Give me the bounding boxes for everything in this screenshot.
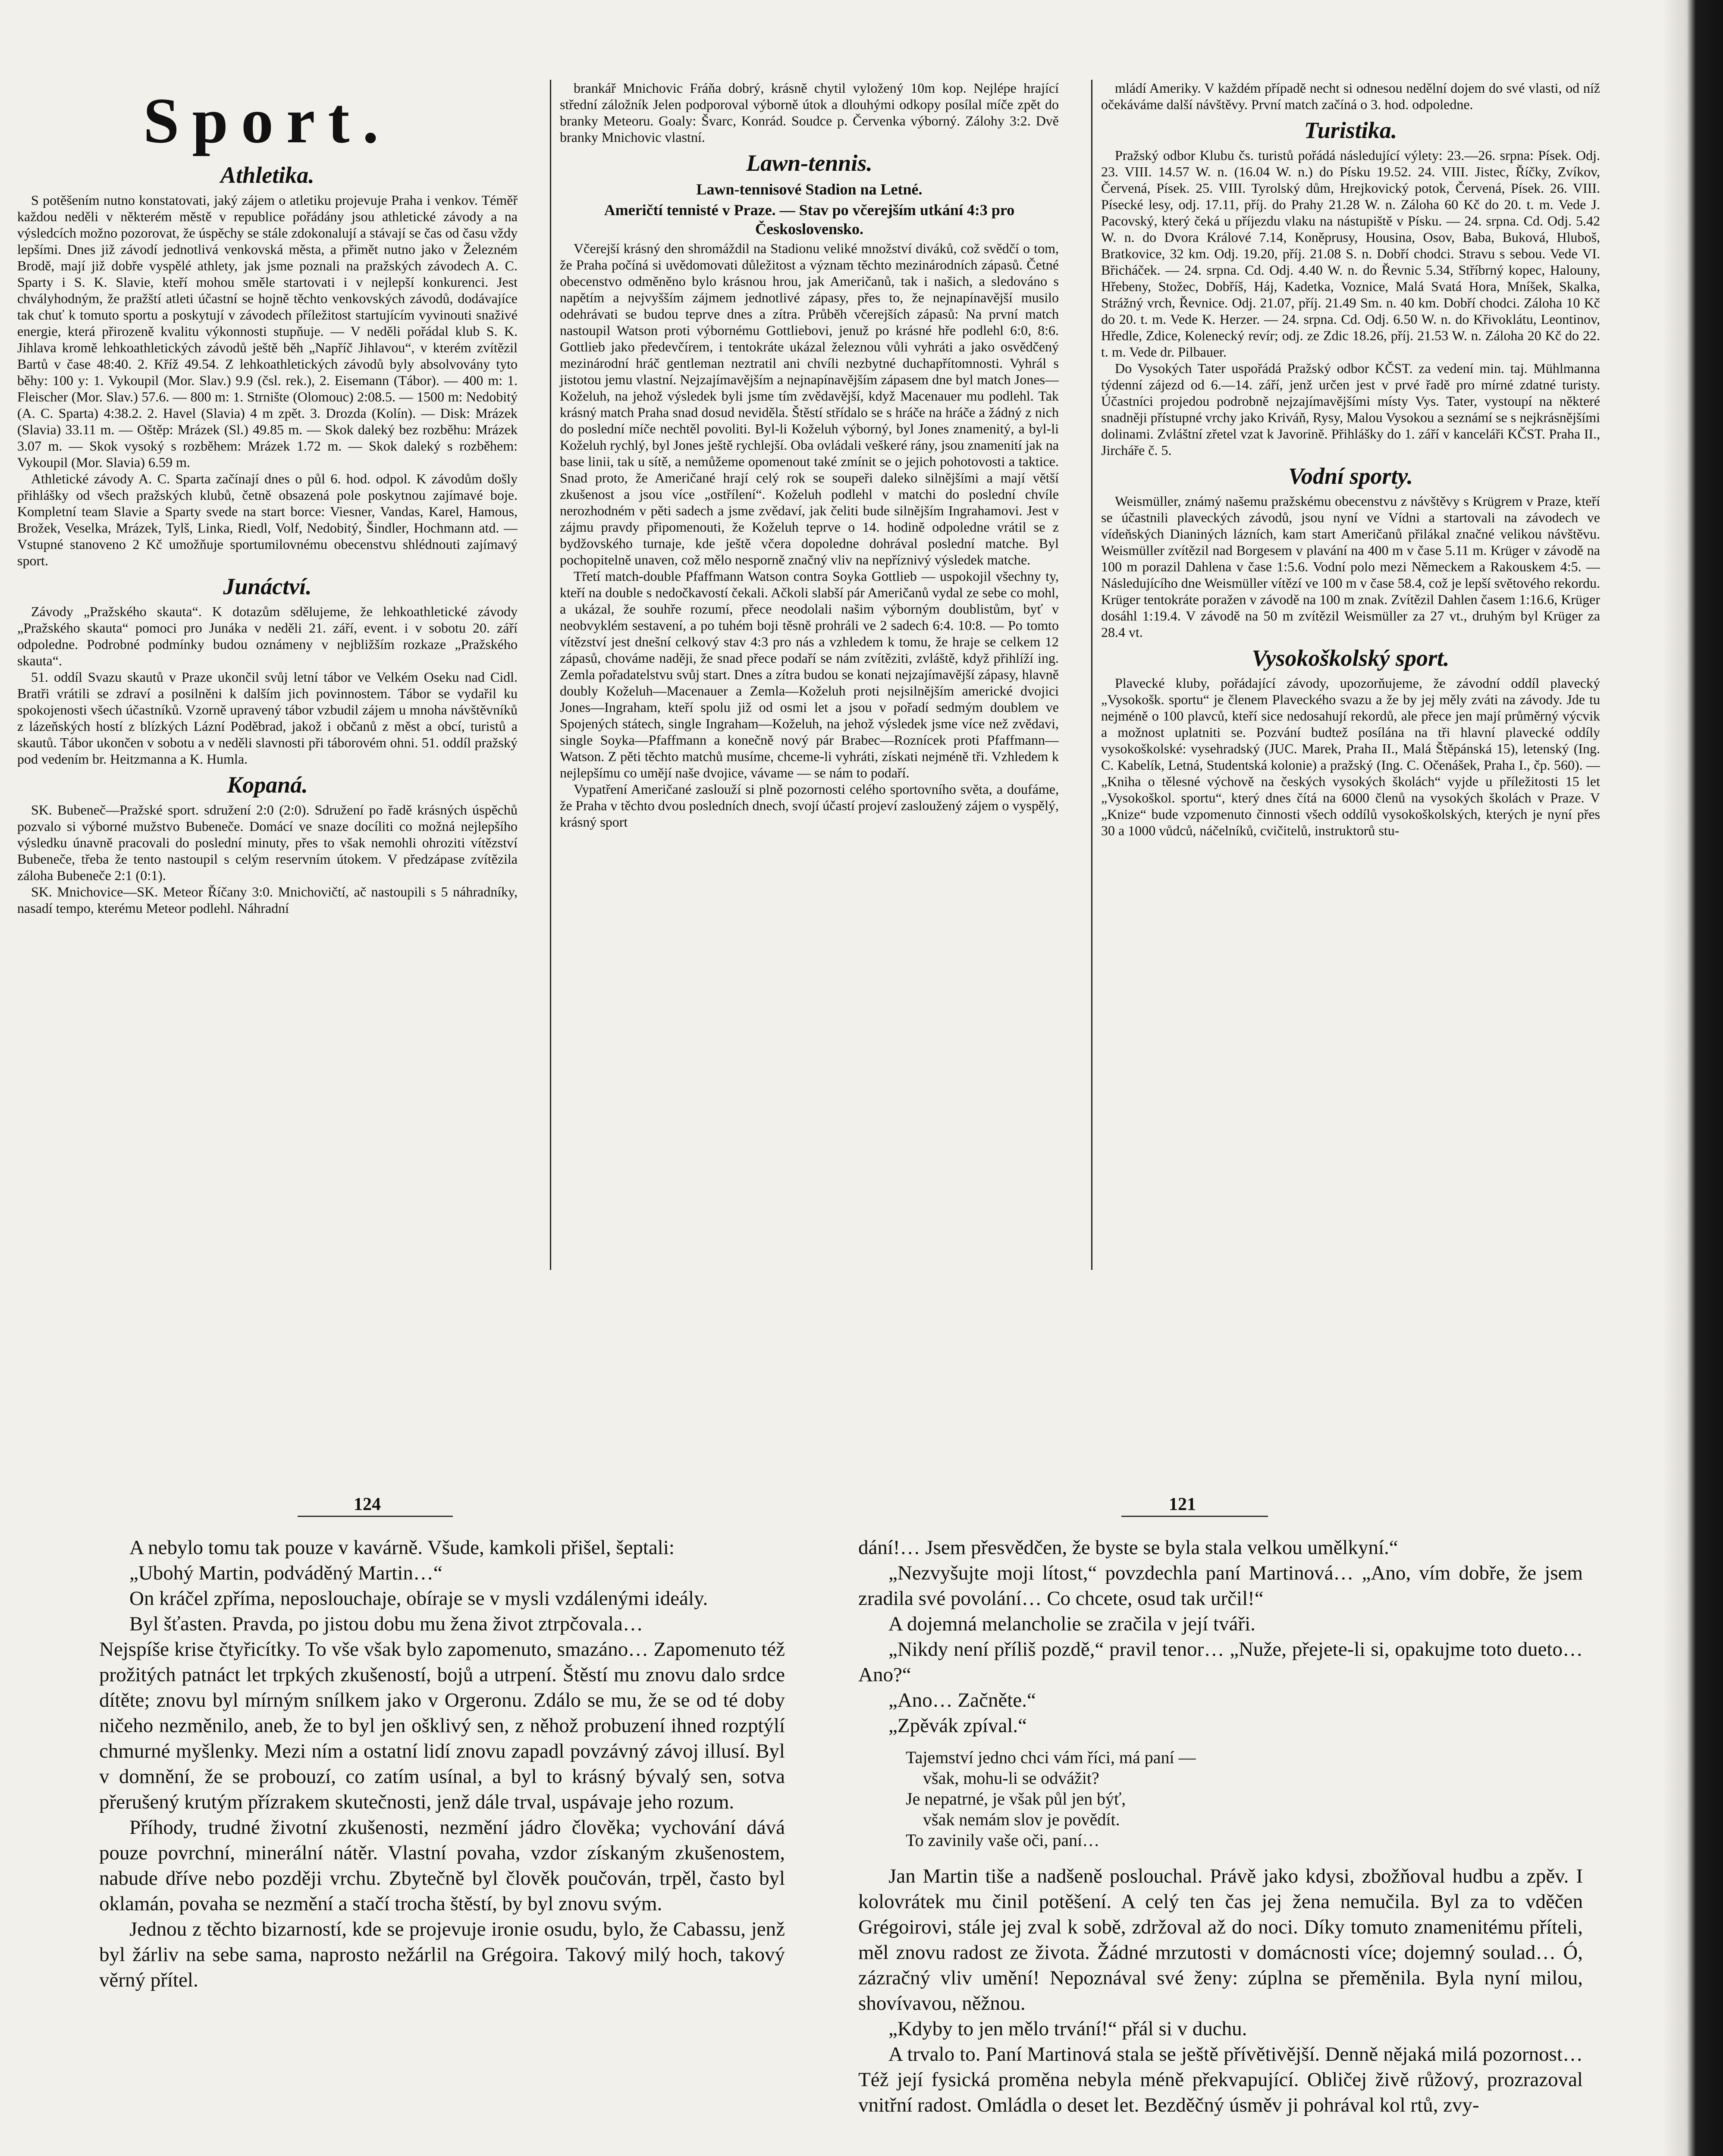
book-paragraph: Jan Martin tiše a nadšeně poslouchal. Právě jako kdysi, zbožňoval hudbu a zpěv. I kolovrátek mu činil potěšení. A celý ten čas jej žena nemučila. Byl za to vděčen Grégoirovi, stále jej zval k sobě, zdržoval až do noci. Díky tomuto znamenitému příteli, měl znovu radost ze života. Žádné mrzutosti v domácnosti více; dojemný soulad… Ó, zázračný vliv umění! Nepoznával své ženy: zúplna se přeměnila. Byla nyní milou, shovívavou, něžnou. <box>858 1865 1583 2015</box>
book-paragraph: On kráčel zpříma, neposlouchaje, obíraje se v mysli vzdálenými ideály. <box>129 1587 708 1610</box>
book-page-right <box>858 1535 1583 2118</box>
newspaper-clipping <box>17 80 1648 1270</box>
song-verse <box>906 1747 1583 1851</box>
masthead: Sport. <box>143 85 392 157</box>
book-paragraph: Příhody, trudné životní zkušenosti, nezmění jádro člověka; vychování dává pouze povrchní, minerální nátěr. Vlastní povaha, vzdor získaným zkušenostem, nabude dříve nebo později vrchu. Zbytečně byl člověk poučován, trpěl, často byl oklamán, povaha se nezmění a stačí trocha štěstí, by byl znovu svým. <box>99 1816 785 1915</box>
verse-line: Tajemství jedno chci vám říci, má paní — <box>906 1748 1196 1767</box>
book-paragraph: „Zpěvák zpíval.“ <box>888 1714 1027 1737</box>
book-paragraph: „Nikdy není příliš pozdě,“ pravil tenor… „Nuže, přejete-li si, opakujme toto dueto… Ano?“ <box>858 1638 1583 1686</box>
article-paragraph: S potěšením nutno konstatovati, jaký zájem o atletiku projevuje Praha i venkov. Téměř každou neděli v některém městě v republice pořádány jsou athletické závody a na výsledcích možno pozorovat, že úspěchy se stále zdokonalují a stávají se čas od času vždy lepšími. Dnes již závodí jednotlivá venkovská města, a přimět nutno jako v Železném Brodě, mají již dobře vyspělé athlety, jak jsme poznali na pražských závodech A. C. Sparty i S. K. Slavie, kteří mohou směle startovati i v nejlepší konkurenci. Jest chvályhodným, že pražští atleti účastní se hojně těchto venkovských závodů, dodávajíce tak chuť k tomuto sportu a poskytují v závodech příležitost startujícím vyvinouti snaživé energie, která přirozeně kvalitu výkonnosti stupňuje. — V neděli pořádal klub S. K. Jihlava kromě lehkoathletických závodů ještě běh „Napříč Jihlavou“, v kterém zvítězil Bartů v čase 48:40. 2. Kříž 49.54. Z lehkoathletických závodů byly absolvovány tyto běhy: 100 y: 1. Vykoupil (Mor. Slav.) 9.9 (čsl. rek.), 2. Eisemann (Tábor). — 400 m: 1. Fleischer (Mor. Slav.) 57.6. — 800 m: 1. Strnište (Olomouc) 2:08.5. — 1500 m: Nedobitý (A. C. Sparta) 4:38.2. 2. Havel (Slavia) 4 m zpět. 3. Drozda (Kolín). — Disk: Mrázek (Slavia) 33.11 m. — Oštěp: Mrázek (Sl.) 49.85 m. — Skok daleký bez rozběhu: Mrázek 3.07 m. — Skok vysoký s rozběhem: Mrázek 1.72 m. — Skok daleký s rozběhem: Vykoupil (Mor. Slavia) 6.59 m. <box>17 192 518 470</box>
article-paragraph: Včerejší krásný den shromáždil na Stadionu veliké množství diváků, což svědčí o tom, že Praha počíná si uvědomovati důležitost a význam těchto mezinárodních zápasů. Četné obecenstvo odměněno bylo krásnou hrou, jak Američanů, tak i našich, a sledováno s napětím a nejvyšším zájmem jednotlivé zápasy, přes to, že nejnapínavější musilo odehrávati se budou teprve dnes a zítra. Průběh včerejších zápasů: Na první match nastoupil Watson proti výbornému Gottliebovi, jenuž po krásné hře podlehl 6:0, 8:6. Gottlieb jako předevčírem, i tentokráte ukázal železnou vůli vyhráti a jako osvědčený mezinárodní hráč gentleman neztratil ani chvíli nezbytné duchapřítomnosti. Vyhrál s jistotou jemu vlastní. Nejzajímavějším a nejnapínavějším zápasem dne byl match Jones—Koželuh, na jehož výsledek byli jsme tím zvědavější, když Macenauer mu podlehl. Tak krásný match Praha snad dosud neviděla. Štěstí střídalo se s hráče na hráče a žádný z nich do poslední míče nechtěl povoliti. Byl-li Koželuh výborný, byl Jones znamenitý, a byl-li Koželuh rychlý, byl Jones ještě rychlejší. Oba ovládali veškeré rány, jsou znamenití jak na base linii, tak u sítě, a nemůžeme opomenout také zmínit se o jejich pohotovosti a taktice. Snad proto, že Američané hrají celý rok se soupeři daleko silnějšími a mají větší zkušenost a jsou více „ostřílení“. Koželuh podlehl v matchi do poslední chvíle nerozhodném v pěti sadech a jsme zvědaví, jak čeliti bude silnějším Ingrahamovi. Jest v zájmu pravdy připomenouti, že Koželuh teprve o 14. hodině odpoledne vrátil se z bydžovského turnaje, kde ještě včera dopoledne dohrával poslední matche. Byl pochopitelně unaven, což mělo nesporně značný vliv na nepříznivý výsledek matche. <box>560 241 1059 567</box>
section-heading-university-sport: Vysokoškolský sport. <box>1252 645 1450 671</box>
article-paragraph: 51. oddíl Svazu skautů v Praze ukončil svůj letní tábor ve Velkém Oseku nad Cidl. Bratři vrátili se zdraví a posilněni k dalším jich povinnostem. Tábor se vydařil ku spokojenosti všech účastníků. Vzorně upravený tábor vzbudil zájem u mnoha návštěvníků z lázeňských hostí z blízkých Lázní Poděbrad, jakož i občanů z měst a obcí, turistů a skautů. Tábor ukončen v sobotu a v neděli slavnosti při táborovém ohni. 51. oddíl pražský pod vedením br. Heitzmanna a K. Humla. <box>17 669 518 767</box>
article-paragraph: Plavecké kluby, pořádající závody, upozorňujeme, že závodní oddíl plavecký „Vysokošk. sportu“ je členem Plaveckého svazu a že by jej měly zváti na závody. Jde tu nejméně o 100 plavců, kteří sice nedosahují rekordů, ale přece jen mají průměrný výcvik a možnost uplatniti se. Pozvání budtež posílána na tři hlavní plavecké oddíly vysokoškolské: vysehradský (JUC. Marek, Praha II., Malá Štěpánská 15), letenský (Ing. C. Kabelík, Letná, Studentská kolonie) a pražský (Ing. C. Očenášek, Praha I., čp. 560). — „Kniha o tělesné výchově na českých vysokých školách“ vyjde u příležitosti 15 let „Vysokoškol. sportu“, který dnes čítá na 6000 členů na vysokých školách v Praze. V „Knize“ bude vzpomenuto činnosti všech oddílů vysokoškolských, kterých je nyní přes 30 a 1000 vůdců, náčelníků, cvičitelů, instruktorů stu- <box>1101 675 1600 838</box>
book-paragraph: Byl šťasten. Pravda, po jistou dobu mu žena život ztrpčovala… <box>129 1613 643 1635</box>
verse-line: To zavinily vaše oči, paní… <box>906 1830 1100 1850</box>
article-paragraph: SK. Mnichovice—SK. Meteor Říčany 3:0. Mnichovičtí, ač nastoupili s 5 náhradníky, nasadí tempo, kterému Meteor podlehl. Náhradní <box>17 884 518 916</box>
newspaper-column-1 <box>17 80 518 1270</box>
newspaper-column-2 <box>550 80 1059 1270</box>
article-paragraph: SK. Bubeneč—Pražské sport. sdružení 2:0 (2:0). Sdružení po řadě krásných úspěchů pozvalo si výborné mužstvo Bubeneče. Domácí ve snaze docíliti co možná nejlepšího výsledku únavně pracovali do poslední minuty, přes to však nemohli ohroziti vítězství Bubeneče, třeba že tento nastoupil s celým reservním útokem. V předzápase zvítězila záloha Bubeneče 2:1 (0:1). <box>17 802 518 883</box>
page-rule <box>1121 1516 1268 1517</box>
book-paragraph: Jednou z těchto bizarností, kde se projevuje ironie osudu, bylo, že Cabassu, jenž byl žárliv na sebe sama, naprosto nežárlil na Grégoira. Takový milý hoch, takový věrný přítel. <box>99 1918 785 1991</box>
section-heading-tennis: Lawn-tennis. <box>746 150 872 176</box>
article-paragraph: Do Vysokých Tater uspořádá Pražský odbor KČST. za vedení min. taj. Mühlmanna týdenní zájezd od 6.—14. září, jenž určen jest v prvé řadě pro mírné zdatné turisty. Účastníci projedou podrobně nejzajímavějšími místy Vys. Tater, vystoupí na některé snadněji přístupné vrchy jako Kriváň, Rysy, Malou Vysokou a seznámí se s nejkrásnějšími dolinami. Zvláštní zřetel vzat k Javorině. Přihlášky do 1. září v kanceláři KČST. Praha II., Jirchářе č. 5. <box>1101 360 1600 458</box>
article-paragraph: Pražský odbor Klubu čs. turistů pořádá následující výlety: 23.—26. srpna: Písek. Odj. 23. VIII. 14.57 W. n. (16.04 W. n.) do Písku 19.52. 24. VIII. Jistec, Říčky, Zvíkov, Červená, Písek. 25. VIII. Tyrolský dům, Hrejkovický potok, Červená, Písek. 26. VIII. Písecké lesy, odj. 17.11, příj. do Prahy 21.28 W. n. Záloha 60 Kč do 20. t. m. Vede J. Pacovský, který čeká u příjezdu vlaku na nástupiště v Písku. — 24. srpna. Cd. Odj. 5.42 W. n. do Dvora Králové 7.14, Koněprusy, Housina, Osov, Baba, Buková, Hluboš, Bratkovice, 32 km. Odj. 19.20, příj. 21.08 S. n. Dobří chodci. Stravu s sebou. Vede VI. Břicháček. — 24. srpna. Cd. Odj. 4.40 W. n. do Řevnic 5.34, Stříbrný kopec, Halouny, Hřebeny, Stožec, Dobříš, Háj, Kadetka, Voznice, Malá Svatá Hora, Mníšek, Skalka, Strážný vrch, Řevnice. Odj. 21.07, příj. 21.49 Sm. n. 40 km. Dobří chodci. Záloha 10 Kč do 20. t. m. Vede K. Herzer. — 24. srpna. Cd. Odj. 6.50 W. n. do Křivoklátu, Leontinov, Hředle, Zdice, Kolenecký revír; odj. ze Zdic 18.26, příj. 21.53 W. n. Záloha 20 Kč do 22. t. m. Vede dr. Pilbauer. <box>1101 147 1600 360</box>
book-page-left <box>99 1535 785 1993</box>
verse-line: Je nepatrné, je však půl jen býť, <box>906 1789 1126 1808</box>
article-paragraph: mládí Ameriky. V každém případě necht si odnesou nedělní dojem do své vlasti, od níž očekáváme další návštěvy. První match začíná o 3. hod. odpoledne. <box>1101 80 1600 112</box>
article-paragraph: Závody „Pražského skauta“. K dotazům sdělujeme, že lehkoathletické závody „Pražského skauta“ pomoci pro Junáka v neděli 21. září, event. i v sobotu 20. září odpoledne. Podrobné podmínky budou oznámeny v nejbližším rozkaze „Pražského skauta“. <box>17 604 518 668</box>
newspaper-column-3 <box>1091 80 1600 1270</box>
book-paragraph: Nejspíše krise čtyřicítky. To vše však bylo zapomenuto, smazáno… Zapomenuto též prožitých patnáct let trpkých zkušeností, bojů a utrpení. Štěstí mu znovu dalo srdce dítěte; znovu byl mírným snílkem jako v Orgeronu. Zdálo se mu, že se od té doby ničeho nezměnilo, aneb, že to byl jen ošklivý sen, z něhož probuzení ihned rozptýlí chmurné myšlenky. Mezi ním a ostatní lidí znovu zapadl povzávný závoj illusí. Byl v domnění, že se probouzí, co zatím usínal, a byl to krásný bývalý sen, sotva přerušený krutým přízrakem skutečnosti, jenž dále trval, uspávaje jeho rozum. <box>99 1638 785 1813</box>
section-heading-football: Kopaná. <box>227 772 308 798</box>
section-heading-scouting: Junáctví. <box>223 573 312 599</box>
verse-line: však, mohu-li se odvážit? <box>906 1768 1099 1788</box>
left-page-number: 124 <box>354 1495 381 1514</box>
book-paragraph: „Ubohý Martin, podváděný Martin…“ <box>129 1562 443 1584</box>
article-paragraph: Athletické závody A. C. Sparta začínají dnes o půl 6. hod. odpol. K závodům došly přihlášky od všech pražských klubů, četně obsazená pole poskytnou zajímavé boje. Kompletní team Slavie a Sparty svede na start borce: Viesner, Vandas, Karel, Hamous, Brožek, Veselka, Mrázek, Tylš, Linka, Riedl, Volf, Nedobitý, Šindler, Hochmann atd. — Vstupné stanoveno 2 Kč umožňuje sportumilovnému obecenstvu shlédnouti zajímavý sport. <box>17 471 518 568</box>
subheading: Lawn-tennisové Stadion na Letné. <box>696 181 923 198</box>
book-paragraph: „Ano… Začněte.“ <box>888 1689 1036 1711</box>
book-paragraph: dání!… Jsem přesvědčen, že byste se byla stala velkou umělkyní.“ <box>858 1536 1398 1559</box>
book-paragraph: A dojemná melancholie se zračila v její tváři. <box>888 1613 1255 1635</box>
verse-line: však nemám slov je povědít. <box>906 1810 1120 1829</box>
right-page-number: 121 <box>1169 1495 1196 1514</box>
article-paragraph: brankář Mnichovic Fráňa dobrý, krásně chytil vyložený 10m kop. Nejlépe hrající střední záložník Jelen podporoval výborně útok a dlouhými odkopy posílal míče zpět do branky Meteoru. Goaly: Švarc, Konrád. Soudce p. Červenka výborný. Zálohy 3:2. Dvě branky Mnichovic vlastní. <box>560 80 1059 145</box>
article-paragraph: Vypatření Američané zaslouží si plně pozornosti celého sportovního světa, a doufáme, že Praha v těchto dvou posledních dnech, svojí účastí projeví zasloužený zájem o vyspělý, krásný sport <box>560 781 1059 830</box>
book-paragraph: „Kdyby to jen mělo trvání!“ přál si v duchu. <box>888 2018 1247 2040</box>
article-paragraph: Třetí match-double Pfaffmann Watson contra Soyka Gottlieb — uspokojil všechny ty, kteří na double s nedočkavostí čekali. Ačkoli slabší pár Američanů vydal ze sebe co mohl, a ukázal, že souhře rozumí, přece neodolali našim výborným doublistům, byť v neobvyklém sestavení, a po tuhém boji těsně prohráli ve 2 sadech 6:4. 10:8. — Po tomto vítězství jest dnešní celkový stav 4:3 pro nás a vzhledem k tomu, že hraje se celkem 12 zápasů, chováme naději, že snad přece podaří se nám zvítěziti, zvláště, když přihlíží ing. Zemla pořadatelstvu svůj start. Dnes a zítra budou se konati nejzajímavější zápasy, hlavně doubly Koželuh—Macenauer a Zemla—Koželuh proti nejsilnějším americké dvojici Jones—Ingraham, kteří spolu již od osmi let a jsou v pořadí sedmým doublem ve Spojených státech, single Ingraham—Koželuh, na jehož výsledek jsme více než zvědavi, single Soyka—Pfaffmann a konečně nový pár Brabec—Roznícek proti Pfaffmann—Watson. Z pěti těchto matchů musíme, chceme-li vyhráti, získati nejméně tři. Vzhledem k nejlepšímu co umějí naše dvojice, vávame — se nám to podaří. <box>560 568 1059 780</box>
section-heading-athletics: Athletika. <box>220 162 314 188</box>
book-paragraph: A trvalo to. Paní Martinová stala se ještě přívětivější. Denně nějaká milá pozornost… Též její fysická proměna nebyla méně překvapující. Obličej živě růžový, prozrazoval vnitřní radost. Omládla o deset let. Bezděčný úsměv ji pohrával kol rtů, zvy- <box>858 2043 1583 2116</box>
section-heading-tourism: Turistika. <box>1304 117 1397 143</box>
article-paragraph: Weismüller, známý našemu pražskému obecenstvu z návštěvy s Krügrem v Praze, kteří se účastnili plaveckých závodů, jsou nyní ve Vídni a startovali na závodech ve vídeňských Dianiných lázních, kam start Američanů přilákal značné velikou návštěvu. Weismüller zvítězil nad Borgesem v plavání na 400 m v čase 5.11 m. Krüger v závodě na 100 m porazil Dahlena v čase 1:5.6. Vodní polo mezi Německem a Rakouskem 4:5. — Následujícího dne Weismüller vítězí ve 100 m v čase 58.4, což je lepší světového rekordu. Krüger tentokráte poražen v závodě na 100 m znak. Zvítězil Dahlen časem 1:16.6, Krüger dosáhl 1:19.4. V závodě na 50 m zvítězil Weismüller za 27 vt., druhým byl Krüger za 28.4 vt. <box>1101 493 1600 640</box>
subheading: Američtí tennisté v Praze. — Stav po včerejším utkání 4:3 pro Československo. <box>604 201 1015 238</box>
page-rule <box>298 1516 453 1517</box>
book-paragraph: „Nezvyšujte moji lítost,“ povzdechla paní Martinová… „Ano, vím dobře, že jsem zradila své povolání… Co chcete, osud tak určil!“ <box>858 1562 1583 1610</box>
section-heading-water-sports: Vodní sporty. <box>1288 463 1413 489</box>
scan-edge-shadow <box>1663 0 1723 2156</box>
book-paragraph: A nebylo tomu tak pouze v kavárně. Všude, kamkoli přišel, šeptali: <box>129 1536 675 1559</box>
